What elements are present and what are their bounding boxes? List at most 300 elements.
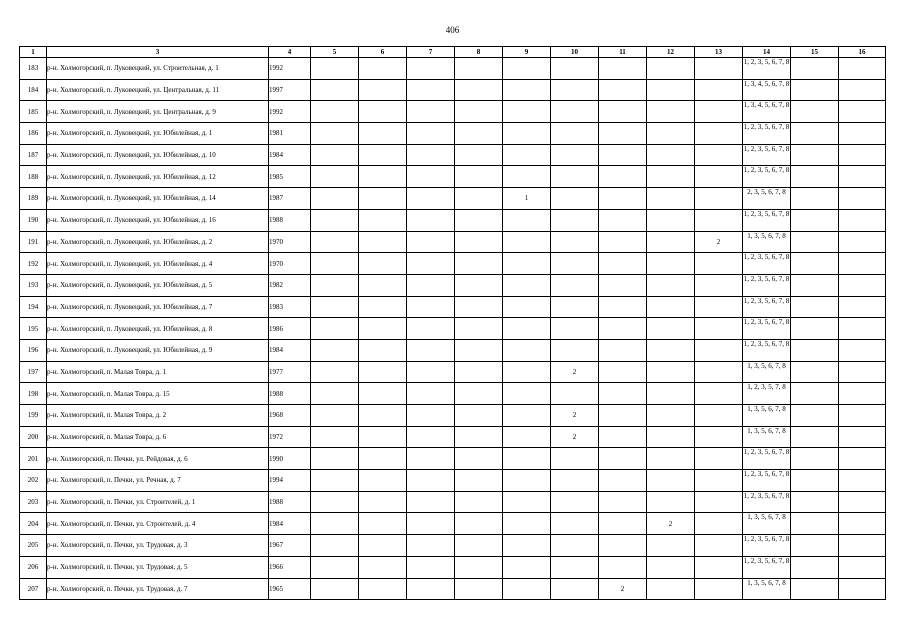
col-6-cell xyxy=(359,426,407,448)
col-5-cell xyxy=(311,79,359,101)
col-5-cell xyxy=(311,361,359,383)
col-7-cell xyxy=(407,101,455,123)
col-12-cell xyxy=(647,101,695,123)
col-9-cell xyxy=(503,58,551,80)
col-11-cell xyxy=(599,491,647,513)
col-7-cell xyxy=(407,491,455,513)
col-15-cell xyxy=(791,513,839,535)
year-cell: 1988 xyxy=(269,491,311,513)
col-16-cell xyxy=(839,318,886,340)
col-7-cell xyxy=(407,188,455,210)
col-14-cell: 1, 2, 3, 5, 6, 7, 8 xyxy=(743,166,791,188)
col-5-cell xyxy=(311,188,359,210)
col-15-cell xyxy=(791,405,839,427)
col-14-cell: 1, 2, 3, 5, 6, 7, 8 xyxy=(743,274,791,296)
address-cell: р-н. Холмогорский, п. Малая Товра, д. 15 xyxy=(47,383,269,405)
col-6-cell xyxy=(359,231,407,253)
year-cell: 1984 xyxy=(269,513,311,535)
col-7-cell xyxy=(407,470,455,492)
col-9-cell xyxy=(503,274,551,296)
col-9-cell: 1 xyxy=(503,188,551,210)
col-12-cell xyxy=(647,123,695,145)
col-9-cell xyxy=(503,101,551,123)
col-15-cell xyxy=(791,188,839,210)
col-13-cell xyxy=(695,448,743,470)
col-5-cell xyxy=(311,58,359,80)
col-16-cell xyxy=(839,123,886,145)
col-11-cell xyxy=(599,296,647,318)
col-8-cell xyxy=(455,79,503,101)
col-6-cell xyxy=(359,470,407,492)
row-number: 198 xyxy=(20,383,47,405)
address-cell: р-н. Холмогорский, п. Луковецкий, ул. Юбилейная, д. 2 xyxy=(47,231,269,253)
col-14-cell: 1, 3, 5, 6, 7, 8 xyxy=(743,513,791,535)
year-cell: 1997 xyxy=(269,79,311,101)
page-number: 406 xyxy=(445,25,460,35)
address-cell: р-н. Холмогорский, п. Луковецкий, ул. Юбилейная, д. 1 xyxy=(47,123,269,145)
col-14-cell: 1, 3, 5, 6, 7, 8 xyxy=(743,231,791,253)
col-15-cell xyxy=(791,274,839,296)
address-cell: р-н. Холмогорский, п. Печки, ул. Рейдовая, д. 6 xyxy=(47,448,269,470)
col-10-cell xyxy=(551,556,599,578)
col-7-cell xyxy=(407,166,455,188)
col-16-cell xyxy=(839,144,886,166)
col-13-cell xyxy=(695,274,743,296)
col-7-cell xyxy=(407,79,455,101)
row-number: 195 xyxy=(20,318,47,340)
table-row xyxy=(20,274,886,296)
table-row xyxy=(20,405,886,427)
col-5-cell xyxy=(311,253,359,275)
col-10-cell: 2 xyxy=(551,361,599,383)
col-6-cell xyxy=(359,123,407,145)
col-6-cell xyxy=(359,79,407,101)
col-16-cell xyxy=(839,513,886,535)
col-10-cell xyxy=(551,166,599,188)
col-8-cell xyxy=(455,231,503,253)
col-7-cell xyxy=(407,535,455,557)
col-9-cell xyxy=(503,426,551,448)
col-13-cell xyxy=(695,296,743,318)
col-12-cell xyxy=(647,209,695,231)
col-9-cell xyxy=(503,448,551,470)
year-cell: 1988 xyxy=(269,383,311,405)
year-cell: 1965 xyxy=(269,578,311,600)
row-number: 193 xyxy=(20,274,47,296)
col-5-cell xyxy=(311,123,359,145)
col-8-cell xyxy=(455,383,503,405)
col-15-cell xyxy=(791,58,839,80)
col-6-cell xyxy=(359,405,407,427)
year-cell: 1984 xyxy=(269,144,311,166)
col-16-cell xyxy=(839,448,886,470)
row-number: 191 xyxy=(20,231,47,253)
col-12-cell xyxy=(647,339,695,361)
col-13-cell xyxy=(695,123,743,145)
col-7-cell xyxy=(407,58,455,80)
col-6-cell xyxy=(359,58,407,80)
col-10-cell xyxy=(551,231,599,253)
col-12-cell xyxy=(647,578,695,600)
col-14-cell: 1, 2, 3, 5, 6, 7, 8 xyxy=(743,318,791,340)
year-cell: 1977 xyxy=(269,361,311,383)
col-6-cell xyxy=(359,144,407,166)
col-15-cell xyxy=(791,535,839,557)
col-9-cell xyxy=(503,361,551,383)
column-header: 12 xyxy=(647,47,695,58)
row-number: 205 xyxy=(20,535,47,557)
col-11-cell xyxy=(599,209,647,231)
col-13-cell xyxy=(695,361,743,383)
col-15-cell xyxy=(791,318,839,340)
column-header: 5 xyxy=(311,47,359,58)
col-7-cell xyxy=(407,383,455,405)
col-13-cell xyxy=(695,491,743,513)
col-14-cell: 1, 2, 3, 5, 6, 7, 8 xyxy=(743,123,791,145)
col-5-cell xyxy=(311,231,359,253)
col-12-cell xyxy=(647,166,695,188)
col-15-cell xyxy=(791,166,839,188)
col-16-cell xyxy=(839,405,886,427)
year-cell: 1970 xyxy=(269,231,311,253)
col-10-cell xyxy=(551,101,599,123)
col-7-cell xyxy=(407,448,455,470)
col-13-cell xyxy=(695,470,743,492)
row-number: 192 xyxy=(20,253,47,275)
address-cell: р-н. Холмогорский, п. Луковецкий, ул. Юбилейная, д. 5 xyxy=(47,274,269,296)
column-header: 7 xyxy=(407,47,455,58)
table-row xyxy=(20,58,886,80)
col-10-cell xyxy=(551,58,599,80)
col-11-cell xyxy=(599,101,647,123)
column-header: 14 xyxy=(743,47,791,58)
table-row xyxy=(20,339,886,361)
col-11-cell xyxy=(599,535,647,557)
col-7-cell xyxy=(407,274,455,296)
row-number: 187 xyxy=(20,144,47,166)
col-12-cell xyxy=(647,188,695,210)
col-6-cell xyxy=(359,513,407,535)
col-11-cell xyxy=(599,231,647,253)
col-9-cell xyxy=(503,296,551,318)
row-number: 183 xyxy=(20,58,47,80)
column-header: 3 xyxy=(47,47,269,58)
col-5-cell xyxy=(311,101,359,123)
col-5-cell xyxy=(311,144,359,166)
col-14-cell: 1, 2, 3, 5, 6, 7, 8 xyxy=(743,209,791,231)
table-row xyxy=(20,188,886,210)
col-9-cell xyxy=(503,209,551,231)
col-11-cell xyxy=(599,166,647,188)
col-14-cell: 2, 3, 5, 6, 7, 8 xyxy=(743,188,791,210)
column-header: 6 xyxy=(359,47,407,58)
table-row xyxy=(20,101,886,123)
row-number: 203 xyxy=(20,491,47,513)
col-6-cell xyxy=(359,535,407,557)
col-13-cell xyxy=(695,101,743,123)
col-6-cell xyxy=(359,253,407,275)
row-number: 196 xyxy=(20,339,47,361)
col-16-cell xyxy=(839,535,886,557)
col-6-cell xyxy=(359,318,407,340)
col-7-cell xyxy=(407,361,455,383)
col-14-cell: 1, 2, 3, 5, 6, 7, 8 xyxy=(743,253,791,275)
col-6-cell xyxy=(359,274,407,296)
col-9-cell xyxy=(503,491,551,513)
col-16-cell xyxy=(839,274,886,296)
col-15-cell xyxy=(791,101,839,123)
col-16-cell xyxy=(839,253,886,275)
address-cell: р-н. Холмогорский, п. Луковецкий, ул. Юбилейная, д. 12 xyxy=(47,166,269,188)
col-13-cell xyxy=(695,535,743,557)
address-cell: р-н. Холмогорский, п. Луковецкий, ул. Центральная, д. 9 xyxy=(47,101,269,123)
col-10-cell: 2 xyxy=(551,426,599,448)
col-16-cell xyxy=(839,296,886,318)
address-cell: р-н. Холмогорский, п. Печки, ул. Трудовая, д. 3 xyxy=(47,535,269,557)
col-13-cell xyxy=(695,209,743,231)
col-9-cell xyxy=(503,253,551,275)
table-row xyxy=(20,426,886,448)
col-5-cell xyxy=(311,274,359,296)
table-row xyxy=(20,166,886,188)
table-row xyxy=(20,361,886,383)
column-header: 13 xyxy=(695,47,743,58)
col-10-cell xyxy=(551,383,599,405)
address-cell: р-н. Холмогорский, п. Луковецкий, ул. Юбилейная, д. 10 xyxy=(47,144,269,166)
year-cell: 1988 xyxy=(269,209,311,231)
col-12-cell: 2 xyxy=(647,513,695,535)
year-cell: 1994 xyxy=(269,470,311,492)
row-number: 206 xyxy=(20,556,47,578)
col-14-cell: 1, 3, 4, 5, 6, 7, 8 xyxy=(743,101,791,123)
col-8-cell xyxy=(455,535,503,557)
col-5-cell xyxy=(311,405,359,427)
col-10-cell xyxy=(551,123,599,145)
row-number: 200 xyxy=(20,426,47,448)
col-7-cell xyxy=(407,405,455,427)
col-8-cell xyxy=(455,58,503,80)
col-15-cell xyxy=(791,578,839,600)
col-13-cell xyxy=(695,144,743,166)
col-9-cell xyxy=(503,123,551,145)
address-cell: р-н. Холмогорский, п. Луковецкий, ул. Юбилейная, д. 8 xyxy=(47,318,269,340)
col-15-cell xyxy=(791,123,839,145)
col-13-cell xyxy=(695,166,743,188)
col-10-cell xyxy=(551,535,599,557)
col-12-cell xyxy=(647,405,695,427)
col-6-cell xyxy=(359,188,407,210)
col-14-cell: 1, 3, 5, 6, 7, 8 xyxy=(743,361,791,383)
row-number: 189 xyxy=(20,188,47,210)
col-11-cell: 2 xyxy=(599,578,647,600)
row-number: 201 xyxy=(20,448,47,470)
col-15-cell xyxy=(791,556,839,578)
col-5-cell xyxy=(311,209,359,231)
col-16-cell xyxy=(839,209,886,231)
address-cell: р-н. Холмогорский, п. Печки, ул. Строителей, д. 1 xyxy=(47,491,269,513)
col-5-cell xyxy=(311,339,359,361)
col-12-cell xyxy=(647,231,695,253)
col-9-cell xyxy=(503,383,551,405)
col-8-cell xyxy=(455,318,503,340)
col-13-cell xyxy=(695,188,743,210)
col-16-cell xyxy=(839,491,886,513)
col-9-cell xyxy=(503,470,551,492)
col-13-cell xyxy=(695,426,743,448)
address-cell: р-н. Холмогорский, п. Луковецкий, ул. Центральная, д. 11 xyxy=(47,79,269,101)
col-13-cell xyxy=(695,383,743,405)
col-10-cell: 2 xyxy=(551,405,599,427)
col-7-cell xyxy=(407,144,455,166)
col-7-cell xyxy=(407,578,455,600)
col-8-cell xyxy=(455,448,503,470)
year-cell: 1992 xyxy=(269,101,311,123)
col-10-cell xyxy=(551,513,599,535)
col-7-cell xyxy=(407,231,455,253)
col-14-cell: 1, 2, 3, 5, 6, 7, 8 xyxy=(743,58,791,80)
column-header: 1 xyxy=(20,47,47,58)
col-13-cell xyxy=(695,405,743,427)
year-cell: 1992 xyxy=(269,58,311,80)
col-9-cell xyxy=(503,318,551,340)
col-12-cell xyxy=(647,144,695,166)
col-8-cell xyxy=(455,209,503,231)
col-11-cell xyxy=(599,470,647,492)
table-row xyxy=(20,578,886,600)
address-cell: р-н. Холмогорский, п. Луковецкий, ул. Юбилейная, д. 16 xyxy=(47,209,269,231)
address-cell: р-н. Холмогорский, п. Луковецкий, ул. Строительная, д. 1 xyxy=(47,58,269,80)
row-number: 204 xyxy=(20,513,47,535)
col-5-cell xyxy=(311,578,359,600)
col-15-cell xyxy=(791,448,839,470)
column-header: 15 xyxy=(791,47,839,58)
col-6-cell xyxy=(359,339,407,361)
col-12-cell xyxy=(647,426,695,448)
col-14-cell: 1, 2, 3, 5, 6, 7, 8 xyxy=(743,448,791,470)
col-5-cell xyxy=(311,318,359,340)
address-cell: р-н. Холмогорский, п. Луковецкий, ул. Юбилейная, д. 14 xyxy=(47,188,269,210)
address-cell: р-н. Холмогорский, п. Луковецкий, ул. Юбилейная, д. 9 xyxy=(47,339,269,361)
col-11-cell xyxy=(599,448,647,470)
col-7-cell xyxy=(407,339,455,361)
col-10-cell xyxy=(551,209,599,231)
col-6-cell xyxy=(359,166,407,188)
address-cell: р-н. Холмогорский, п. Печки, ул. Строителей, д. 4 xyxy=(47,513,269,535)
col-7-cell xyxy=(407,318,455,340)
col-15-cell xyxy=(791,209,839,231)
row-number: 199 xyxy=(20,405,47,427)
col-11-cell xyxy=(599,513,647,535)
col-14-cell: 1, 3, 5, 6, 7, 8 xyxy=(743,578,791,600)
col-12-cell xyxy=(647,556,695,578)
col-7-cell xyxy=(407,209,455,231)
col-13-cell xyxy=(695,58,743,80)
col-12-cell xyxy=(647,535,695,557)
row-number: 197 xyxy=(20,361,47,383)
year-cell: 1970 xyxy=(269,253,311,275)
col-11-cell xyxy=(599,426,647,448)
col-16-cell xyxy=(839,361,886,383)
col-12-cell xyxy=(647,58,695,80)
col-11-cell xyxy=(599,405,647,427)
col-16-cell xyxy=(839,556,886,578)
col-5-cell xyxy=(311,448,359,470)
col-14-cell: 1, 2, 3, 5, 7, 8 xyxy=(743,383,791,405)
col-12-cell xyxy=(647,491,695,513)
table-row xyxy=(20,318,886,340)
col-10-cell xyxy=(551,470,599,492)
col-12-cell xyxy=(647,318,695,340)
address-cell: р-н. Холмогорский, п. Малая Товра, д. 6 xyxy=(47,426,269,448)
col-6-cell xyxy=(359,101,407,123)
col-8-cell xyxy=(455,491,503,513)
col-16-cell xyxy=(839,339,886,361)
col-9-cell xyxy=(503,405,551,427)
col-8-cell xyxy=(455,274,503,296)
col-13-cell xyxy=(695,578,743,600)
col-8-cell xyxy=(455,556,503,578)
row-number: 186 xyxy=(20,123,47,145)
col-10-cell xyxy=(551,448,599,470)
col-7-cell xyxy=(407,253,455,275)
year-cell: 1968 xyxy=(269,405,311,427)
address-cell: р-н. Холмогорский, п. Луковецкий, ул. Юбилейная, д. 7 xyxy=(47,296,269,318)
table-row xyxy=(20,231,886,253)
col-11-cell xyxy=(599,144,647,166)
col-8-cell xyxy=(455,166,503,188)
col-11-cell xyxy=(599,339,647,361)
col-16-cell xyxy=(839,79,886,101)
year-cell: 1981 xyxy=(269,123,311,145)
col-8-cell xyxy=(455,339,503,361)
col-15-cell xyxy=(791,296,839,318)
col-9-cell xyxy=(503,513,551,535)
col-6-cell xyxy=(359,383,407,405)
table-row xyxy=(20,144,886,166)
table-row xyxy=(20,209,886,231)
col-5-cell xyxy=(311,535,359,557)
col-8-cell xyxy=(455,405,503,427)
col-8-cell xyxy=(455,253,503,275)
col-15-cell xyxy=(791,470,839,492)
col-8-cell xyxy=(455,578,503,600)
col-6-cell xyxy=(359,578,407,600)
col-16-cell xyxy=(839,426,886,448)
col-14-cell: 1, 2, 3, 5, 6, 7, 8 xyxy=(743,556,791,578)
header-row xyxy=(20,47,886,58)
row-number: 185 xyxy=(20,101,47,123)
col-16-cell xyxy=(839,470,886,492)
col-12-cell xyxy=(647,274,695,296)
col-14-cell: 1, 2, 3, 5, 6, 7, 8 xyxy=(743,296,791,318)
table-row xyxy=(20,253,886,275)
registry-table xyxy=(19,46,886,600)
table-row xyxy=(20,513,886,535)
col-16-cell xyxy=(839,101,886,123)
col-12-cell xyxy=(647,253,695,275)
row-number: 194 xyxy=(20,296,47,318)
col-8-cell xyxy=(455,361,503,383)
table-row xyxy=(20,383,886,405)
col-12-cell xyxy=(647,361,695,383)
col-16-cell xyxy=(839,231,886,253)
col-15-cell xyxy=(791,426,839,448)
col-14-cell: 1, 2, 3, 5, 6, 7, 8 xyxy=(743,144,791,166)
column-header: 4 xyxy=(269,47,311,58)
col-11-cell xyxy=(599,318,647,340)
col-12-cell xyxy=(647,296,695,318)
col-9-cell xyxy=(503,535,551,557)
